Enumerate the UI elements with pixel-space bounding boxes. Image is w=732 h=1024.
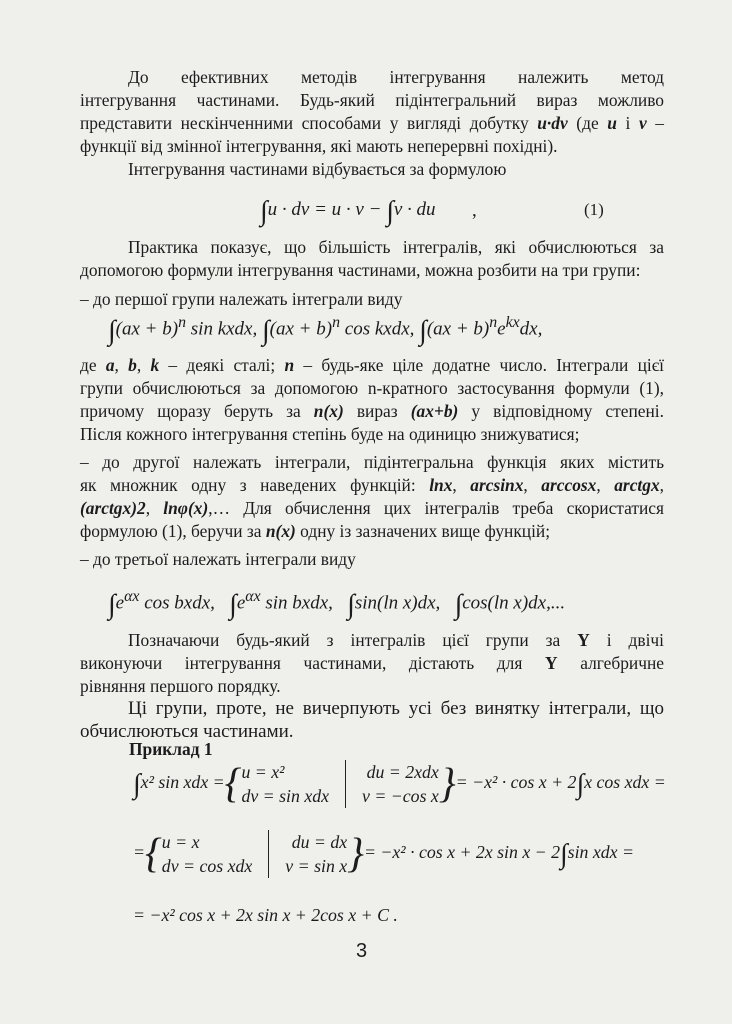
para3-line2: допомогою формули інтегрування частинами, можна розбити на три групи: xyxy=(80,260,641,280)
para5-line2: виконуючи інтегрування частинами, дістають для Y алгебричне xyxy=(80,653,664,673)
para6-line1: Ці групи, проте, не вичерпують усі без винятку інтеграли, що xyxy=(128,698,664,719)
group3-intro: – до третьої належать інтеграли виду xyxy=(80,549,356,569)
para5-line3: рівняння першого порядку. xyxy=(80,676,281,696)
para1-line3: представити нескінченними способами у вигляді добутку u·dv (де u і v – xyxy=(80,113,664,133)
example-row3: = −x² cos x + 2x sin x + 2cos x + C . xyxy=(133,905,398,925)
group2-line2: як множник одну з наведених функцій: lnx, arcsinx, arccosx, arctgx, xyxy=(80,475,664,495)
page-number: 3 xyxy=(356,940,368,962)
formula-1-comma: , xyxy=(472,200,477,221)
para5-line1: Позначаючи будь-який з інтегралів цієї групи за Y і двічі xyxy=(128,630,664,650)
para1-line1: До ефективних методів інтегрування належить метод xyxy=(128,67,664,87)
group2-line4: формулою (1), беручи за n(x) одну із зазначених вище функцій; xyxy=(80,521,551,541)
formula-group3: $\int e^{\alpha x}$ cos bxdx, $\int e^{\alpha x}$ sin bxdx, ∫sin(ln x)dx, ∫cos(ln x)dx,... xyxy=(108,588,566,621)
example-row2: ={u = x dv = cos xdxdu = dx v = sin x}= −x² · cos x + 2x sin x − 2∫sin xdx = xyxy=(133,831,634,877)
para1-line2: інтегрування частинами. Будь-який підінтегральний вираз можливо xyxy=(80,90,664,110)
formula-group1: ∫(ax + b)$^n$ sin kxdx, ∫(ax + b)$^n$ cos kxdx, $\int(ax + b)^ne^{kx}dx$, xyxy=(108,314,543,347)
para3-line1: Практика показує, що більшість інтегралів, які обчислюються за xyxy=(128,237,664,257)
para2: Інтегрування частинами відбувається за формулою xyxy=(128,159,507,179)
group2-line3: (arctgx)2, lnφ(x),… Для обчислення цих інтегралів треба скористатися xyxy=(80,498,664,518)
formula-1-label: (1) xyxy=(584,200,604,219)
para6-line2: обчислюються частинами. xyxy=(80,721,294,742)
formula-1: ∫u · dv = u · v − ∫v · du xyxy=(260,196,436,227)
para4-line1: де a, b, k – деякі сталі; n – будь-яке ціле додатне число. Інтеграли цієї xyxy=(80,355,665,375)
para4-line2: групи обчислюються за допомогою n-кратного застосування формули (1), xyxy=(80,378,664,398)
para1-line4: функції від змінної інтегрування, які мають неперервні похідні). xyxy=(80,136,558,156)
example-heading: Приклад 1 xyxy=(129,739,213,759)
group1-intro: – до першої групи належать інтеграли виду xyxy=(80,289,403,309)
para4-line4: Після кожного інтегрування степінь буде на одиницю знижуватися; xyxy=(80,424,580,444)
group2-line1: – до другої належать інтеграли, підінтегральна функція яких містить xyxy=(80,452,664,472)
example-row1: ∫x² sin xdx ={u = x² dv = sin xdxdu = 2xdx v = −cos x}= −x² · cos x + 2∫x cos xdx = xyxy=(133,761,666,807)
para4-line3: причому щоразу беруть за n(x) вираз (ax+b) у відповідному степені. xyxy=(80,401,664,421)
